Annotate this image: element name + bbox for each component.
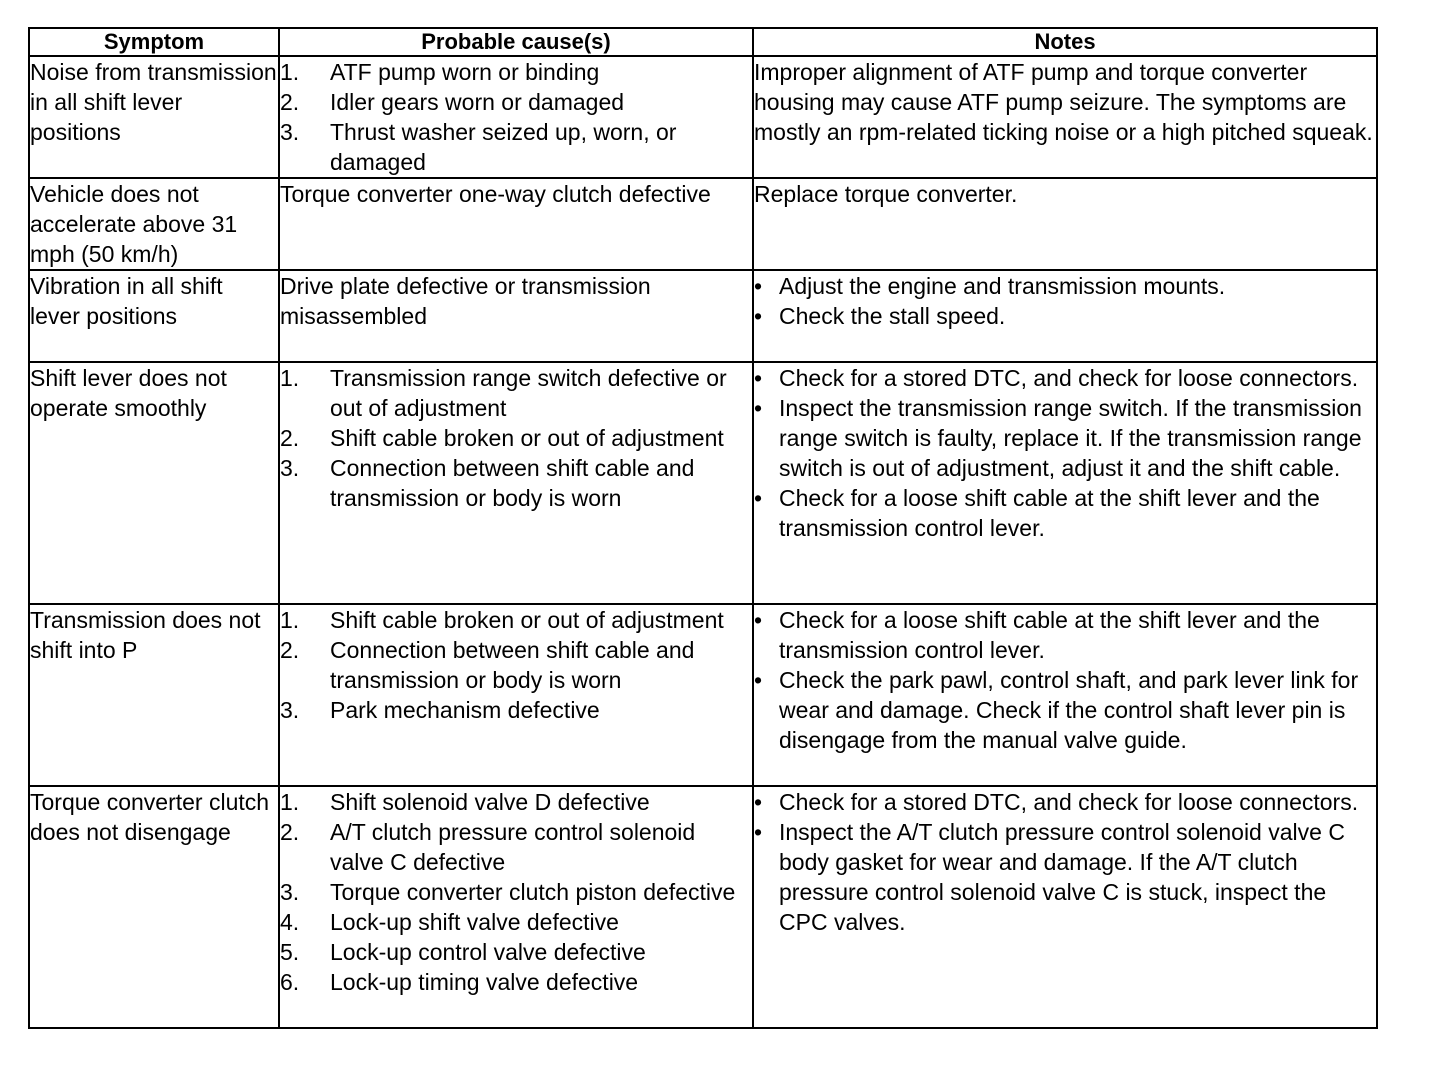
list-item xyxy=(280,787,752,817)
table-row xyxy=(29,178,1377,270)
item-text: Shift cable broken or out of adjustment xyxy=(330,607,724,633)
list-item xyxy=(280,57,752,87)
item-text: Adjust the engine and transmission mounts. xyxy=(779,273,1226,299)
notes-cell xyxy=(753,270,1377,362)
item-text: Transmission range switch defective or out of adjustment xyxy=(330,365,727,421)
notes-list xyxy=(754,605,1376,755)
list-item xyxy=(754,271,1376,301)
notes-cell xyxy=(753,56,1377,178)
item-text: Check the stall speed. xyxy=(779,303,1006,329)
item-text: Torque converter clutch piston defective xyxy=(330,879,736,905)
item-number: 2. xyxy=(280,819,300,845)
table-row xyxy=(29,362,1377,604)
symptom-cell: Transmission does not shift into P xyxy=(29,604,279,786)
list-item xyxy=(280,877,752,907)
item-text: Check the park pawl, control shaft, and park lever link for wear and damage. Check if the control shaft lever pin is disengage from the manual valve guide. xyxy=(779,667,1359,753)
list-item xyxy=(280,937,752,967)
list-item xyxy=(280,695,752,725)
bullet-icon: • xyxy=(754,789,763,815)
header-row xyxy=(29,28,1377,56)
bullet-icon: • xyxy=(754,819,763,845)
bullet-icon: • xyxy=(754,303,763,329)
item-number: 2. xyxy=(280,637,300,663)
notes-cell xyxy=(753,362,1377,604)
item-text: Shift cable broken or out of adjustment xyxy=(330,425,724,451)
notes-list xyxy=(754,787,1376,937)
item-text: Connection between shift cable and transmission or body is worn xyxy=(330,637,695,693)
cause-text: Drive plate defective or transmission misassembled xyxy=(280,273,651,329)
list-item xyxy=(754,301,1376,331)
item-number: 1. xyxy=(280,607,300,633)
bullet-icon: • xyxy=(754,485,763,511)
list-item xyxy=(280,967,752,997)
table-row xyxy=(29,270,1377,362)
list-item xyxy=(754,393,1376,483)
notes-cell xyxy=(753,786,1377,1028)
item-text: Shift solenoid valve D defective xyxy=(330,789,650,815)
item-number: 3. xyxy=(280,697,300,723)
item-text: Inspect the A/T clutch pressure control solenoid valve C body gasket for wear and damage. If the A/T clutch pressure control solenoid valve C is stuck, inspect the CPC valves. xyxy=(779,819,1345,935)
list-item xyxy=(754,605,1376,665)
note-text: Replace torque converter. xyxy=(754,181,1018,207)
item-number: 5. xyxy=(280,939,300,965)
troubleshooting-table xyxy=(28,27,1378,1029)
cause-cell xyxy=(279,56,753,178)
item-text: Check for a loose shift cable at the shift lever and the transmission control lever. xyxy=(779,485,1320,541)
table-row xyxy=(29,56,1377,178)
item-number: 4. xyxy=(280,909,300,935)
cause-cell xyxy=(279,362,753,604)
header-symptom: Symptom xyxy=(29,28,279,56)
item-text: Idler gears worn or damaged xyxy=(330,89,625,115)
list-item xyxy=(754,787,1376,817)
cause-list xyxy=(280,787,752,997)
cause-cell xyxy=(279,178,753,270)
bullet-icon: • xyxy=(754,667,763,693)
item-number: 2. xyxy=(280,425,300,451)
item-number: 3. xyxy=(280,455,300,481)
bullet-icon: • xyxy=(754,365,763,391)
note-text: Improper alignment of ATF pump and torque converter housing may cause ATF pump seizure. The symptoms are mostly an rpm-related ticking noise or a high pitched squeak. xyxy=(754,59,1373,145)
symptom-cell: Vehicle does not accelerate above 31 mph (50 km/h) xyxy=(29,178,279,270)
item-number: 1. xyxy=(280,365,300,391)
item-text: Check for a stored DTC, and check for loose connectors. xyxy=(779,789,1359,815)
bullet-icon: • xyxy=(754,607,763,633)
notes-cell xyxy=(753,604,1377,786)
cause-cell xyxy=(279,604,753,786)
item-text: ATF pump worn or binding xyxy=(330,59,600,85)
item-number: 6. xyxy=(280,969,300,995)
notes-list xyxy=(754,363,1376,543)
list-item xyxy=(280,423,752,453)
list-item xyxy=(280,817,752,877)
header-probable-causes: Probable cause(s) xyxy=(279,28,753,56)
list-item xyxy=(280,605,752,635)
bullet-icon: • xyxy=(754,395,763,421)
item-text: Lock-up timing valve defective xyxy=(330,969,639,995)
item-number: 3. xyxy=(280,119,300,145)
symptom-cell: Torque converter clutch does not disengage xyxy=(29,786,279,1028)
table-row xyxy=(29,604,1377,786)
item-text: Check for a loose shift cable at the shift lever and the transmission control lever. xyxy=(779,607,1320,663)
list-item xyxy=(280,453,752,513)
list-item xyxy=(280,907,752,937)
cause-cell xyxy=(279,786,753,1028)
cause-text: Torque converter one-way clutch defective xyxy=(280,181,711,207)
symptom-cell: Noise from transmission in all shift lever positions xyxy=(29,56,279,178)
cause-list xyxy=(280,363,752,513)
cause-cell xyxy=(279,270,753,362)
notes-list xyxy=(754,271,1376,331)
list-item xyxy=(754,665,1376,755)
symptom-cell: Vibration in all shift lever positions xyxy=(29,270,279,362)
list-item xyxy=(280,87,752,117)
cause-list xyxy=(280,605,752,725)
item-text: Check for a stored DTC, and check for loose connectors. xyxy=(779,365,1359,391)
bullet-icon: • xyxy=(754,273,763,299)
notes-cell xyxy=(753,178,1377,270)
item-text: Inspect the transmission range switch. If the transmission range switch is faulty, replace it. If the transmission range switch is out of adjustment, adjust it and the shift cable. xyxy=(779,395,1362,481)
item-number: 2. xyxy=(280,89,300,115)
list-item xyxy=(280,117,752,177)
item-text: A/T clutch pressure control solenoid valve C defective xyxy=(330,819,696,875)
item-text: Thrust washer seized up, worn, or damaged xyxy=(330,119,677,175)
symptom-cell: Shift lever does not operate smoothly xyxy=(29,362,279,604)
list-item xyxy=(754,483,1376,543)
list-item xyxy=(754,817,1376,937)
list-item xyxy=(280,635,752,695)
item-number: 1. xyxy=(280,789,300,815)
item-text: Connection between shift cable and transmission or body is worn xyxy=(330,455,695,511)
header-notes: Notes xyxy=(753,28,1377,56)
cause-list xyxy=(280,57,752,177)
item-text: Lock-up control valve defective xyxy=(330,939,646,965)
list-item xyxy=(754,363,1376,393)
item-text: Lock-up shift valve defective xyxy=(330,909,619,935)
item-number: 3. xyxy=(280,879,300,905)
item-text: Park mechanism defective xyxy=(330,697,600,723)
list-item xyxy=(280,363,752,423)
item-number: 1. xyxy=(280,59,300,85)
table-row xyxy=(29,786,1377,1028)
